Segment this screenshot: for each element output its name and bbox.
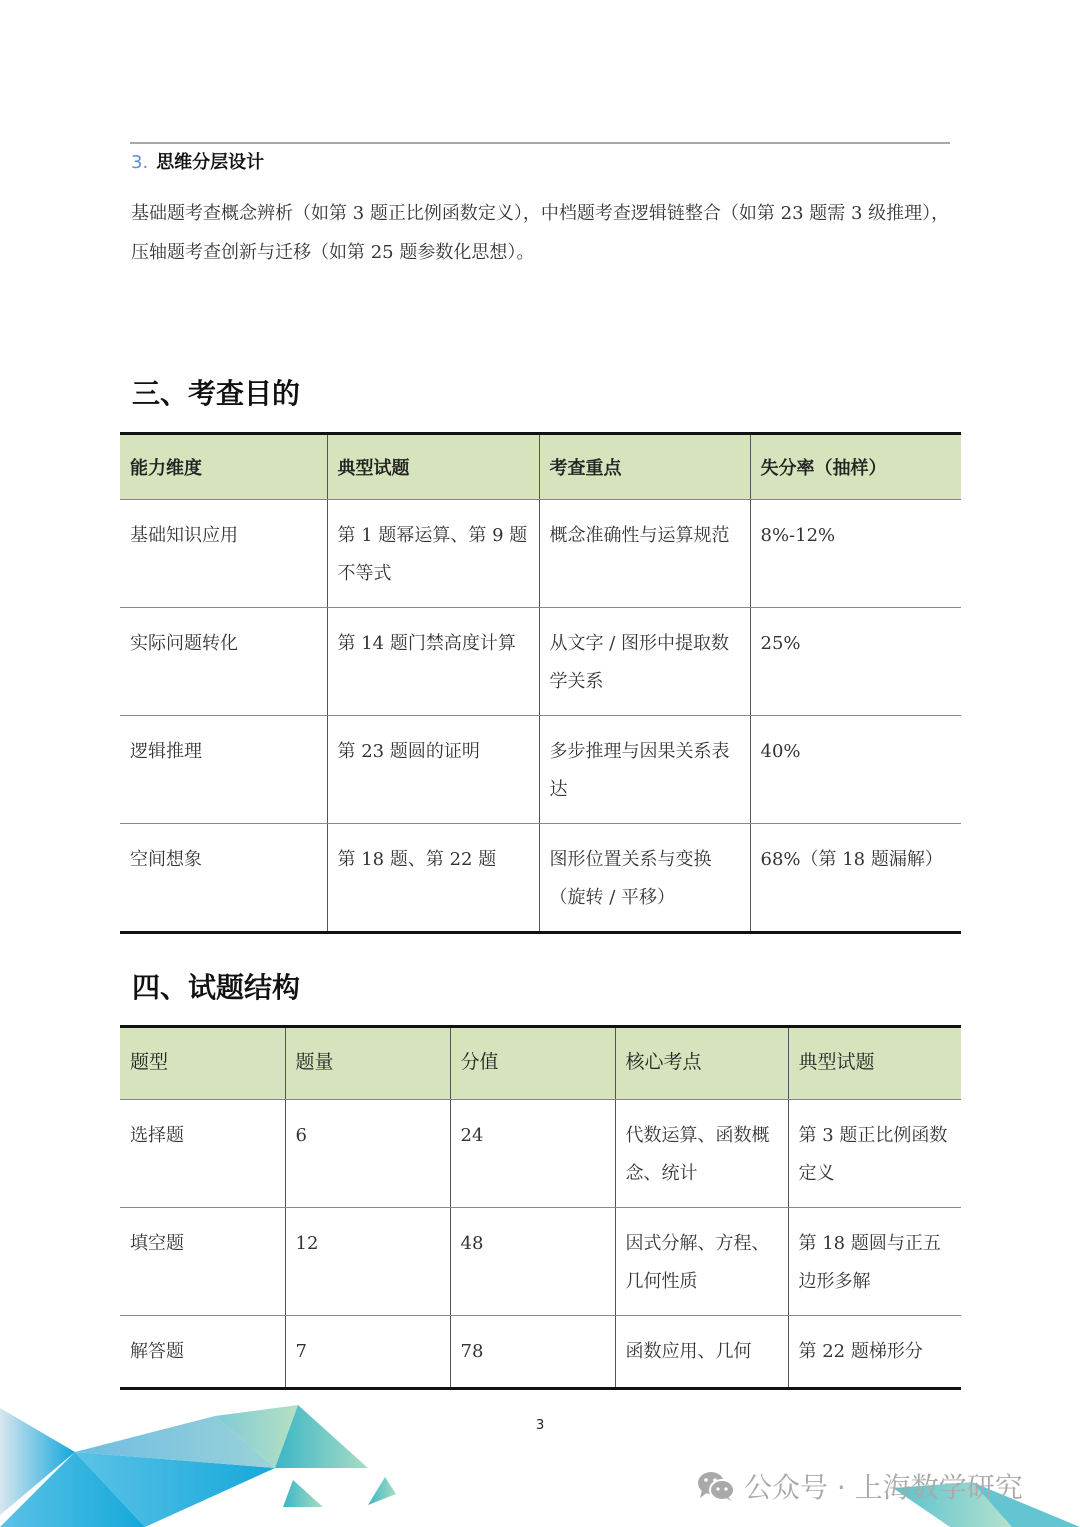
subsection-number: 3. bbox=[131, 152, 149, 173]
column-header: 典型试题 bbox=[788, 1027, 961, 1100]
table-cell: 图形位置关系与变换（旋转 / 平移） bbox=[539, 824, 750, 933]
table-cell: 第 18 题、第 22 题 bbox=[327, 824, 539, 933]
table-cell: 函数应用、几何 bbox=[615, 1316, 788, 1389]
watermark-text: 公众号 · 上海数学研究 bbox=[744, 1471, 1023, 1504]
table-cell: 68%（第 18 题漏解） bbox=[750, 824, 961, 933]
column-header: 题量 bbox=[285, 1027, 450, 1100]
table-cell: 空间想象 bbox=[120, 824, 327, 933]
table-cell: 概念准确性与运算规范 bbox=[539, 500, 750, 608]
table-row bbox=[120, 1208, 961, 1316]
table-row bbox=[120, 608, 961, 716]
decor-triangle bbox=[283, 1480, 323, 1507]
column-header: 能力维度 bbox=[120, 434, 327, 500]
table-cell: 8%-12% bbox=[750, 500, 961, 608]
section-title-purpose: 三、考查目的 bbox=[132, 377, 301, 410]
table-row bbox=[120, 1316, 961, 1389]
table-cell: 24 bbox=[450, 1100, 615, 1208]
top-divider bbox=[130, 142, 950, 144]
page-number: 3 bbox=[536, 1418, 545, 1433]
table-cell: 逻辑推理 bbox=[120, 716, 327, 824]
table-cell: 6 bbox=[285, 1100, 450, 1208]
column-header: 失分率（抽样） bbox=[750, 434, 961, 500]
column-header: 核心考点 bbox=[615, 1027, 788, 1100]
watermark bbox=[696, 1466, 1023, 1506]
table-cell: 48 bbox=[450, 1208, 615, 1316]
table-cell: 78 bbox=[450, 1316, 615, 1389]
column-header: 考查重点 bbox=[539, 434, 750, 500]
table-cell: 代数运算、函数概念、统计 bbox=[615, 1100, 788, 1208]
table-cell: 第 18 题圆与正五边形多解 bbox=[788, 1208, 961, 1316]
table-row bbox=[120, 1100, 961, 1208]
table-cell: 第 1 题幂运算、第 9 题不等式 bbox=[327, 500, 539, 608]
table-row bbox=[120, 824, 961, 933]
table-cell: 多步推理与因果关系表达 bbox=[539, 716, 750, 824]
table-cell: 第 3 题正比例函数定义 bbox=[788, 1100, 961, 1208]
table-cell: 实际问题转化 bbox=[120, 608, 327, 716]
column-header: 分值 bbox=[450, 1027, 615, 1100]
section-title-structure: 四、试题结构 bbox=[132, 971, 301, 1004]
table-cell: 第 14 题门禁高度计算 bbox=[327, 608, 539, 716]
table-row bbox=[120, 500, 961, 608]
table-cell: 从文字 / 图形中提取数学关系 bbox=[539, 608, 750, 716]
table-cell: 因式分解、方程、几何性质 bbox=[615, 1208, 788, 1316]
subsection-heading bbox=[131, 148, 264, 174]
subsection-title: 思维分层设计 bbox=[156, 152, 265, 173]
table-header-row bbox=[120, 1027, 961, 1100]
table-cell: 第 22 题梯形分 bbox=[788, 1316, 961, 1389]
subsection-paragraph: 基础题考查概念辨析（如第 3 题正比例函数定义），中档题考查逻辑链整合（如第 23 题需 3 级推理），压轴题考查创新与迁移（如第 25 题参数化思想）。 bbox=[131, 203, 950, 263]
table-cell: 25% bbox=[750, 608, 961, 716]
table-cell: 填空题 bbox=[120, 1208, 285, 1316]
table-cell: 第 23 题圆的证明 bbox=[327, 716, 539, 824]
table-row bbox=[120, 716, 961, 824]
decorative-polygons bbox=[0, 1390, 1080, 1527]
column-header: 典型试题 bbox=[327, 434, 539, 500]
table-cell: 7 bbox=[285, 1316, 450, 1389]
wechat-icon bbox=[696, 1470, 736, 1502]
table-cell: 基础知识应用 bbox=[120, 500, 327, 608]
table-cell: 解答题 bbox=[120, 1316, 285, 1389]
column-header: 题型 bbox=[120, 1027, 285, 1100]
table-cell: 40% bbox=[750, 716, 961, 824]
decor-triangle bbox=[368, 1477, 396, 1505]
table-cell: 12 bbox=[285, 1208, 450, 1316]
table-header-row bbox=[120, 434, 961, 500]
structure-table bbox=[120, 1025, 961, 1390]
table-cell: 选择题 bbox=[120, 1100, 285, 1208]
purpose-table bbox=[120, 432, 961, 934]
